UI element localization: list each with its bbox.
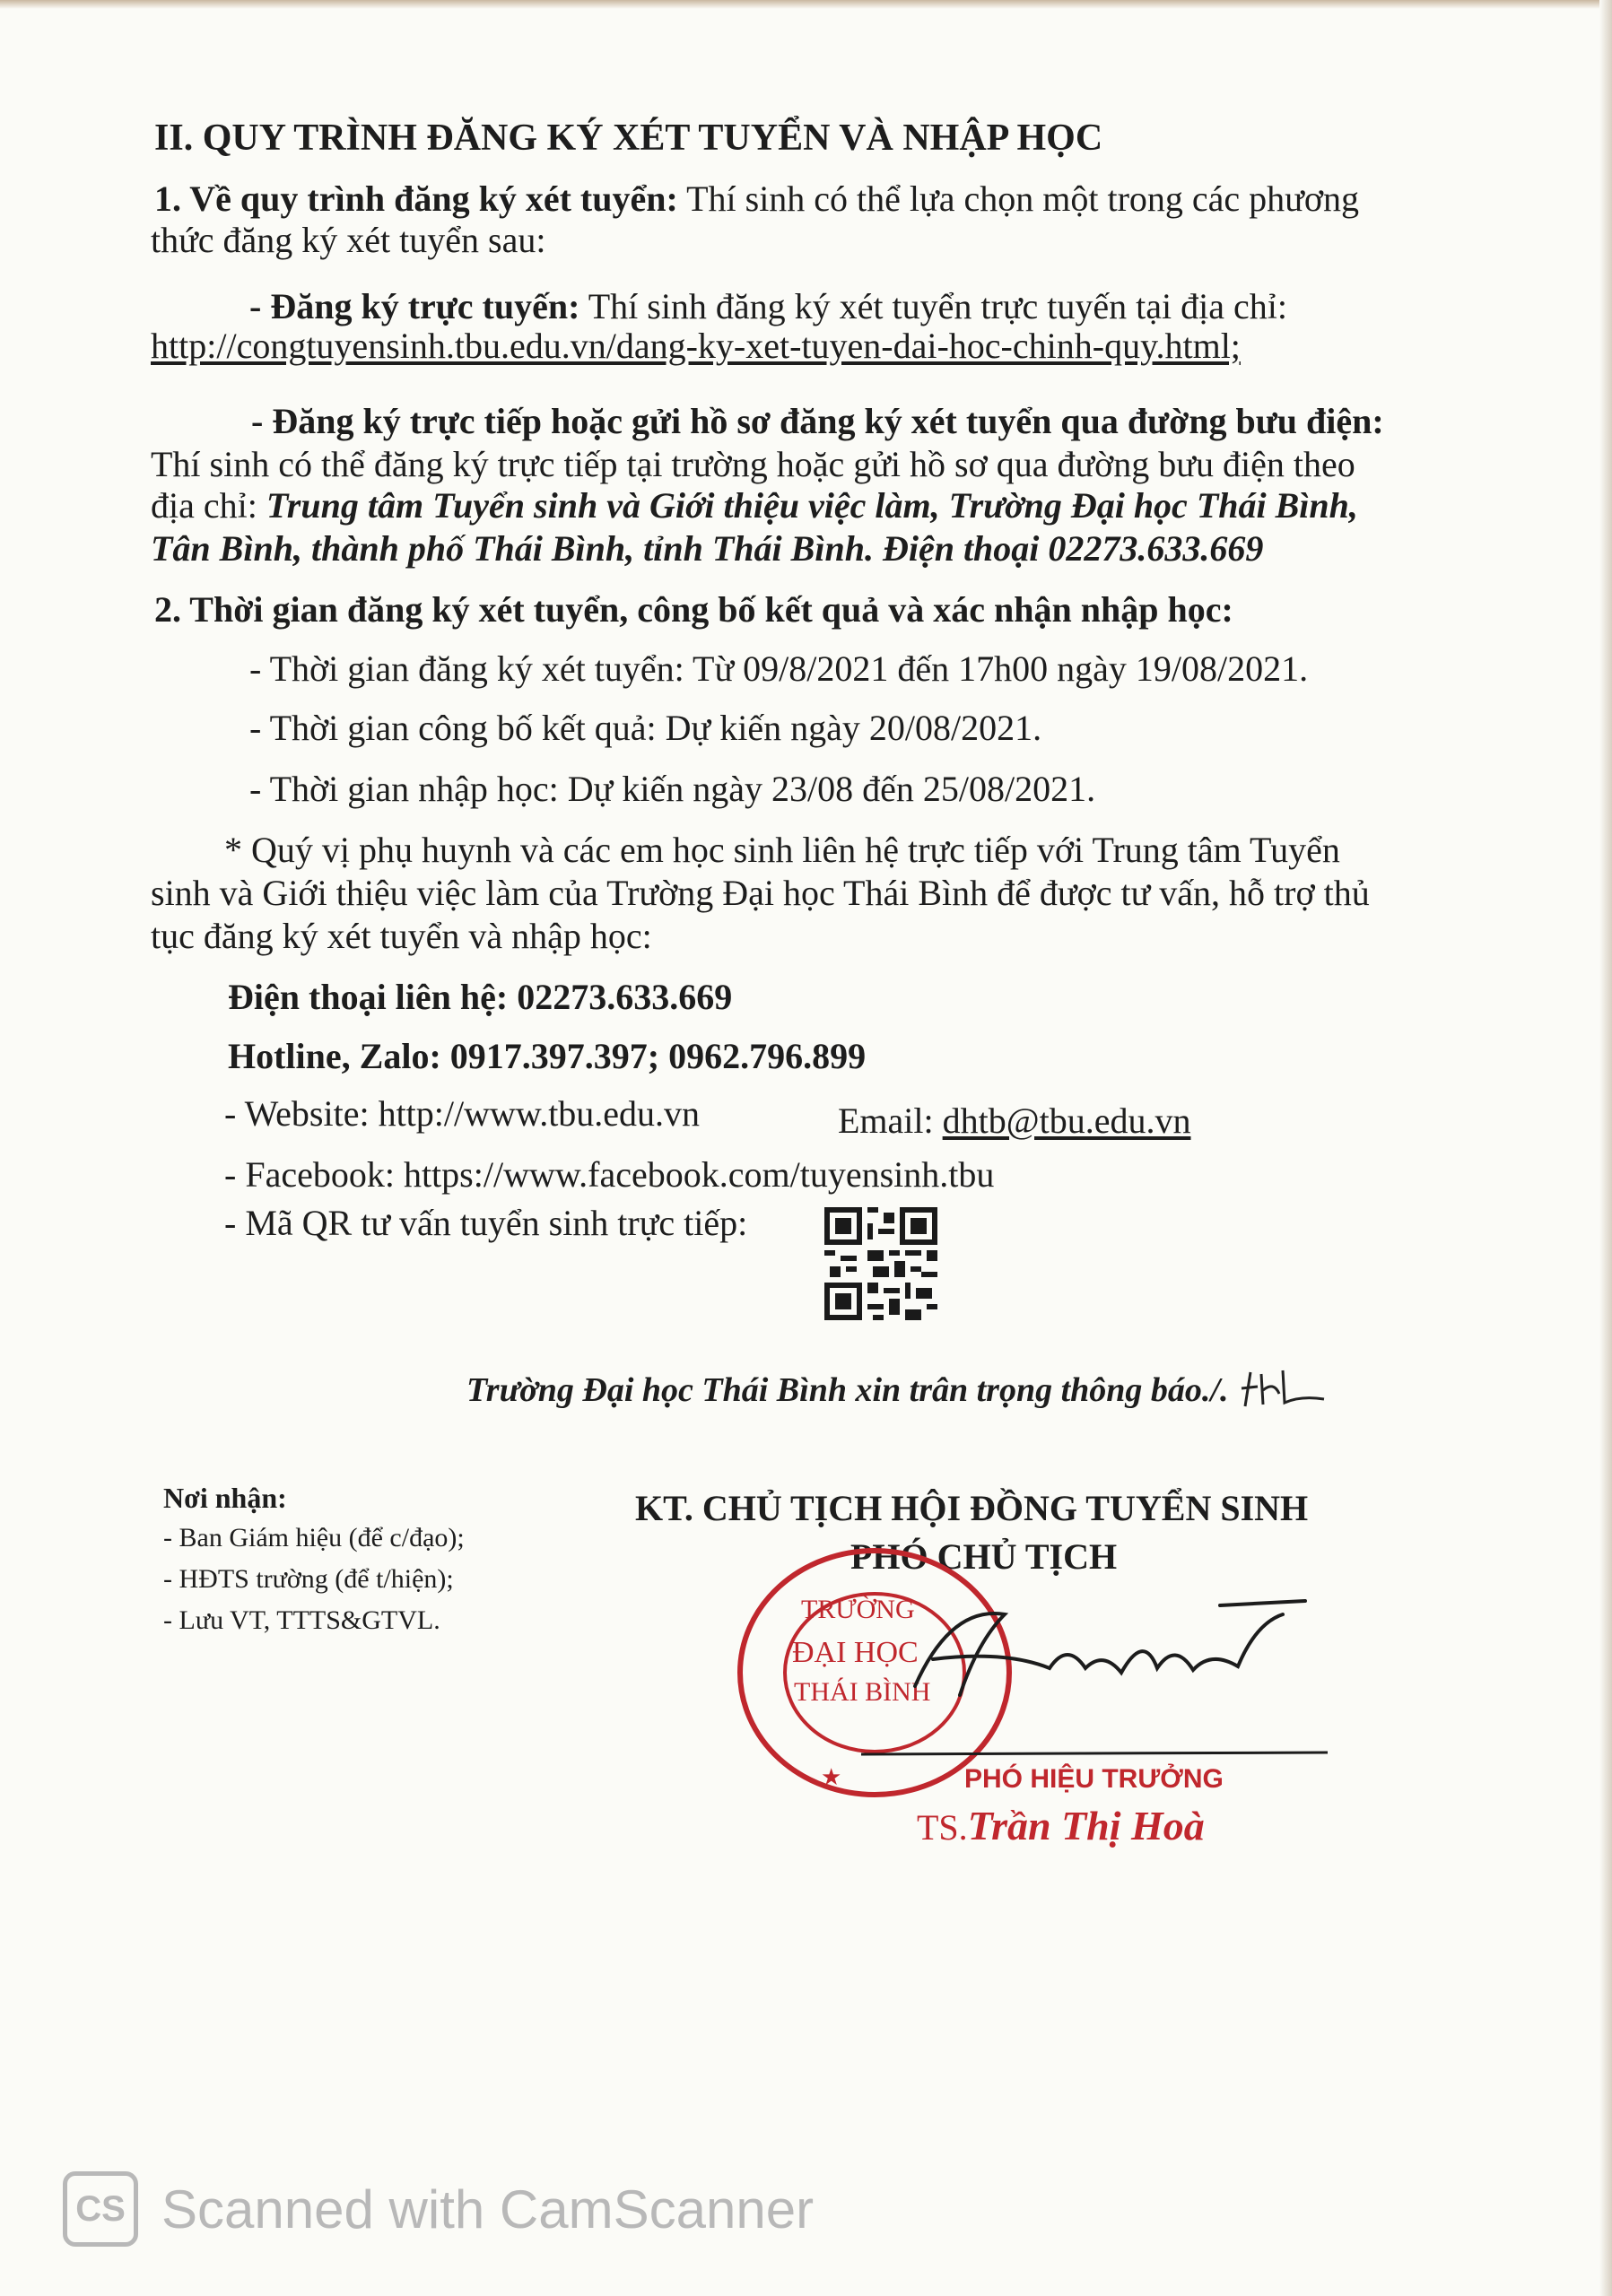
contact-website[interactable]: - Website: http://www.tbu.edu.vn: [224, 1093, 701, 1134]
contact-email-row: [838, 1100, 1190, 1143]
email-link[interactable]: dhtb@tbu.edu.vn: [942, 1100, 1191, 1141]
direct-label: [251, 400, 1384, 443]
note-line3: tục đăng ký xét tuyển và nhập học:: [151, 916, 652, 956]
contact-facebook[interactable]: - Facebook: https://www.facebook.com/tuyensinh.tbu: [224, 1154, 995, 1195]
s2-item-1: - Thời gian đăng ký xét tuyển: Từ 09/8/2021 đến 17h00 ngày 19/08/2021.: [249, 648, 1309, 689]
signature-title1: KT. CHỦ TỊCH HỘI ĐỒNG TUYỂN SINH: [635, 1488, 1309, 1528]
note-line1: * Quý vị phụ huynh và các em học sinh liên hệ trực tiếp với Trung tâm Tuyển: [224, 830, 1340, 870]
online-text: Thí sinh đăng ký xét tuyển trực tuyến tại địa chỉ:: [579, 286, 1287, 326]
camscanner-logo-icon: CS: [63, 2171, 138, 2247]
direct-label-text: - Đăng ký trực tiếp hoặc gửi hồ sơ đăng ký xét tuyển qua đường bưu điện:: [251, 401, 1384, 441]
qr-label: - Mã QR tư vấn tuyển sinh trực tiếp:: [224, 1203, 748, 1243]
note-line2: sinh và Giới thiệu việc làm của Trường Đại học Thái Bình để được tư vấn, hỗ trợ thủ: [151, 873, 1370, 913]
stamp-line-2: ĐẠI HỌC: [792, 1636, 919, 1669]
direct-line4-text: Tân Bình, thành phố Thái Bình, tỉnh Thái Bình. Điện thoại 02273.633.669: [151, 528, 1264, 569]
svg-text:★: ★: [821, 1764, 842, 1791]
recipients-title: Nơi nhận:: [163, 1482, 287, 1514]
signature-underline: [861, 1751, 1328, 1758]
direct-line3-italic: Trung tâm Tuyển sinh và Giới thiệu việc làm, Trường Đại học Thái Bình,: [266, 485, 1358, 526]
stamp-line-1: TRƯỜNG: [801, 1595, 915, 1624]
recipient-2: - HĐTS trường (để t/hiện);: [163, 1564, 454, 1594]
qr-code-image[interactable]: [823, 1207, 938, 1320]
handwritten-signature: [897, 1587, 1310, 1722]
s2-item-3: - Thời gian nhập học: Dự kiến ngày 23/08 đến 25/08/2021.: [249, 769, 1096, 809]
s2-title-text: 2. Thời gian đăng ký xét tuyển, công bố kết quả và xác nhận nhập học:: [154, 589, 1233, 630]
signer-name: Trần Thị Hoà: [967, 1803, 1205, 1848]
s2-item-2: - Thời gian công bố kết quả: Dự kiến ngày 20/08/2021.: [249, 708, 1042, 748]
online-url-link[interactable]: http://congtuyensinh.tbu.edu.vn/dang-ky-xet-tuyen-dai-hoc-chinh-quy.html;: [151, 326, 1241, 366]
closing-text: Trường Đại học Thái Bình xin trân trọng thông báo./.: [466, 1371, 1229, 1409]
direct-line2: Thí sinh có thể đăng ký trực tiếp tại trường hoặc gửi hồ sơ qua đường bưu điện theo: [151, 444, 1355, 484]
contact-phone-text: Điện thoại liên hệ: 02273.633.669: [228, 977, 733, 1017]
recipient-1: - Ban Giám hiệu (để c/đạo);: [163, 1523, 465, 1552]
direct-line4: [151, 527, 1263, 570]
s1-line1: [154, 178, 1359, 221]
direct-line3-plain: địa chỉ:: [151, 485, 266, 526]
direct-line3: [151, 484, 1358, 527]
camscanner-watermark: [63, 2169, 814, 2249]
stamp-subtitle: PHÓ HIỆU TRƯỞNG: [964, 1764, 1224, 1794]
contact-phone: [228, 976, 732, 1019]
s2-title: [154, 588, 1233, 631]
paper-top-edge: [0, 0, 1612, 9]
watermark-text: Scanned with CamScanner: [161, 2179, 815, 2239]
signer-prefix: TS.: [917, 1807, 968, 1848]
online-label: - Đăng ký trực tuyến:: [249, 286, 580, 326]
email-label: Email:: [838, 1100, 943, 1141]
stamp-line-3: THÁI BÌNH: [794, 1677, 931, 1707]
initials-mark-icon: [1238, 1363, 1328, 1417]
section-title: II. QUY TRÌNH ĐĂNG KÝ XÉT TUYỂN VÀ NHẬP HỌC: [154, 117, 1103, 159]
signature-title2: PHÓ CHỦ TỊCH: [850, 1536, 1118, 1577]
recipient-3: - Lưu VT, TTTS&GTVL.: [163, 1605, 440, 1635]
s1-title: 1. Về quy trình đăng ký xét tuyển:: [154, 178, 678, 219]
paper-right-edge: [1599, 0, 1612, 2296]
online-line: [249, 285, 1287, 328]
s1-intro: Thí sinh có thể lựa chọn một trong các phương: [677, 178, 1359, 219]
signer-name-row: [917, 1805, 1205, 1849]
s1-line2: thức đăng ký xét tuyển sau:: [151, 220, 546, 260]
contact-hotline: [228, 1035, 866, 1078]
contact-hotline-text: Hotline, Zalo: 0917.397.397; 0962.796.899: [228, 1036, 867, 1076]
